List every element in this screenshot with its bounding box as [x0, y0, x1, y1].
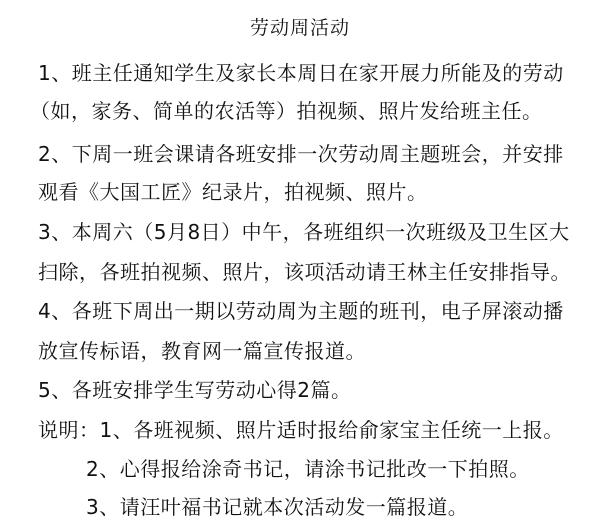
document-title: 劳动周活动 [249, 17, 350, 39]
item-3-line-1: 3、本周六（5月8日）中午，各班组织一次班级及卫生区大 [38, 220, 570, 244]
item-4-line-2: 放宣传标语，教育网一篇宣传报道。 [38, 339, 366, 363]
item-2-line-2: 观看《大国工匠》纪录片，拍视频、照片。 [38, 180, 428, 204]
item-4-line-1: 4、各班下周出一期以劳动周为主题的班刊，电子屏滚动播 [38, 299, 564, 323]
notes-line-3: 3、请汪叶福书记就本次活动发一篇报道。 [86, 495, 469, 519]
item-5-line-1: 5、各班安排学生写劳动心得2篇。 [38, 378, 352, 402]
item-1-line-1: 1、班主任通知学生及家长本周日在家开展力所能及的劳动 [38, 61, 564, 85]
notes-line-1: 说明：1、各班视频、照片适时报给俞家宝主任统一上报。 [38, 418, 564, 442]
item-3-line-2: 扫除，各班拍视频、照片，该项活动请王林主任安排指导。 [38, 260, 571, 284]
item-1-line-2: （如，家务、简单的农活等）拍视频、照片发给班主任。 [30, 99, 543, 123]
notes-line-2: 2、心得报给涂奇书记，请涂书记批改一下拍照。 [86, 457, 530, 481]
item-2-line-1: 2、下周一班会课请各班安排一次劳动周主题班会，并安排 [38, 142, 564, 166]
